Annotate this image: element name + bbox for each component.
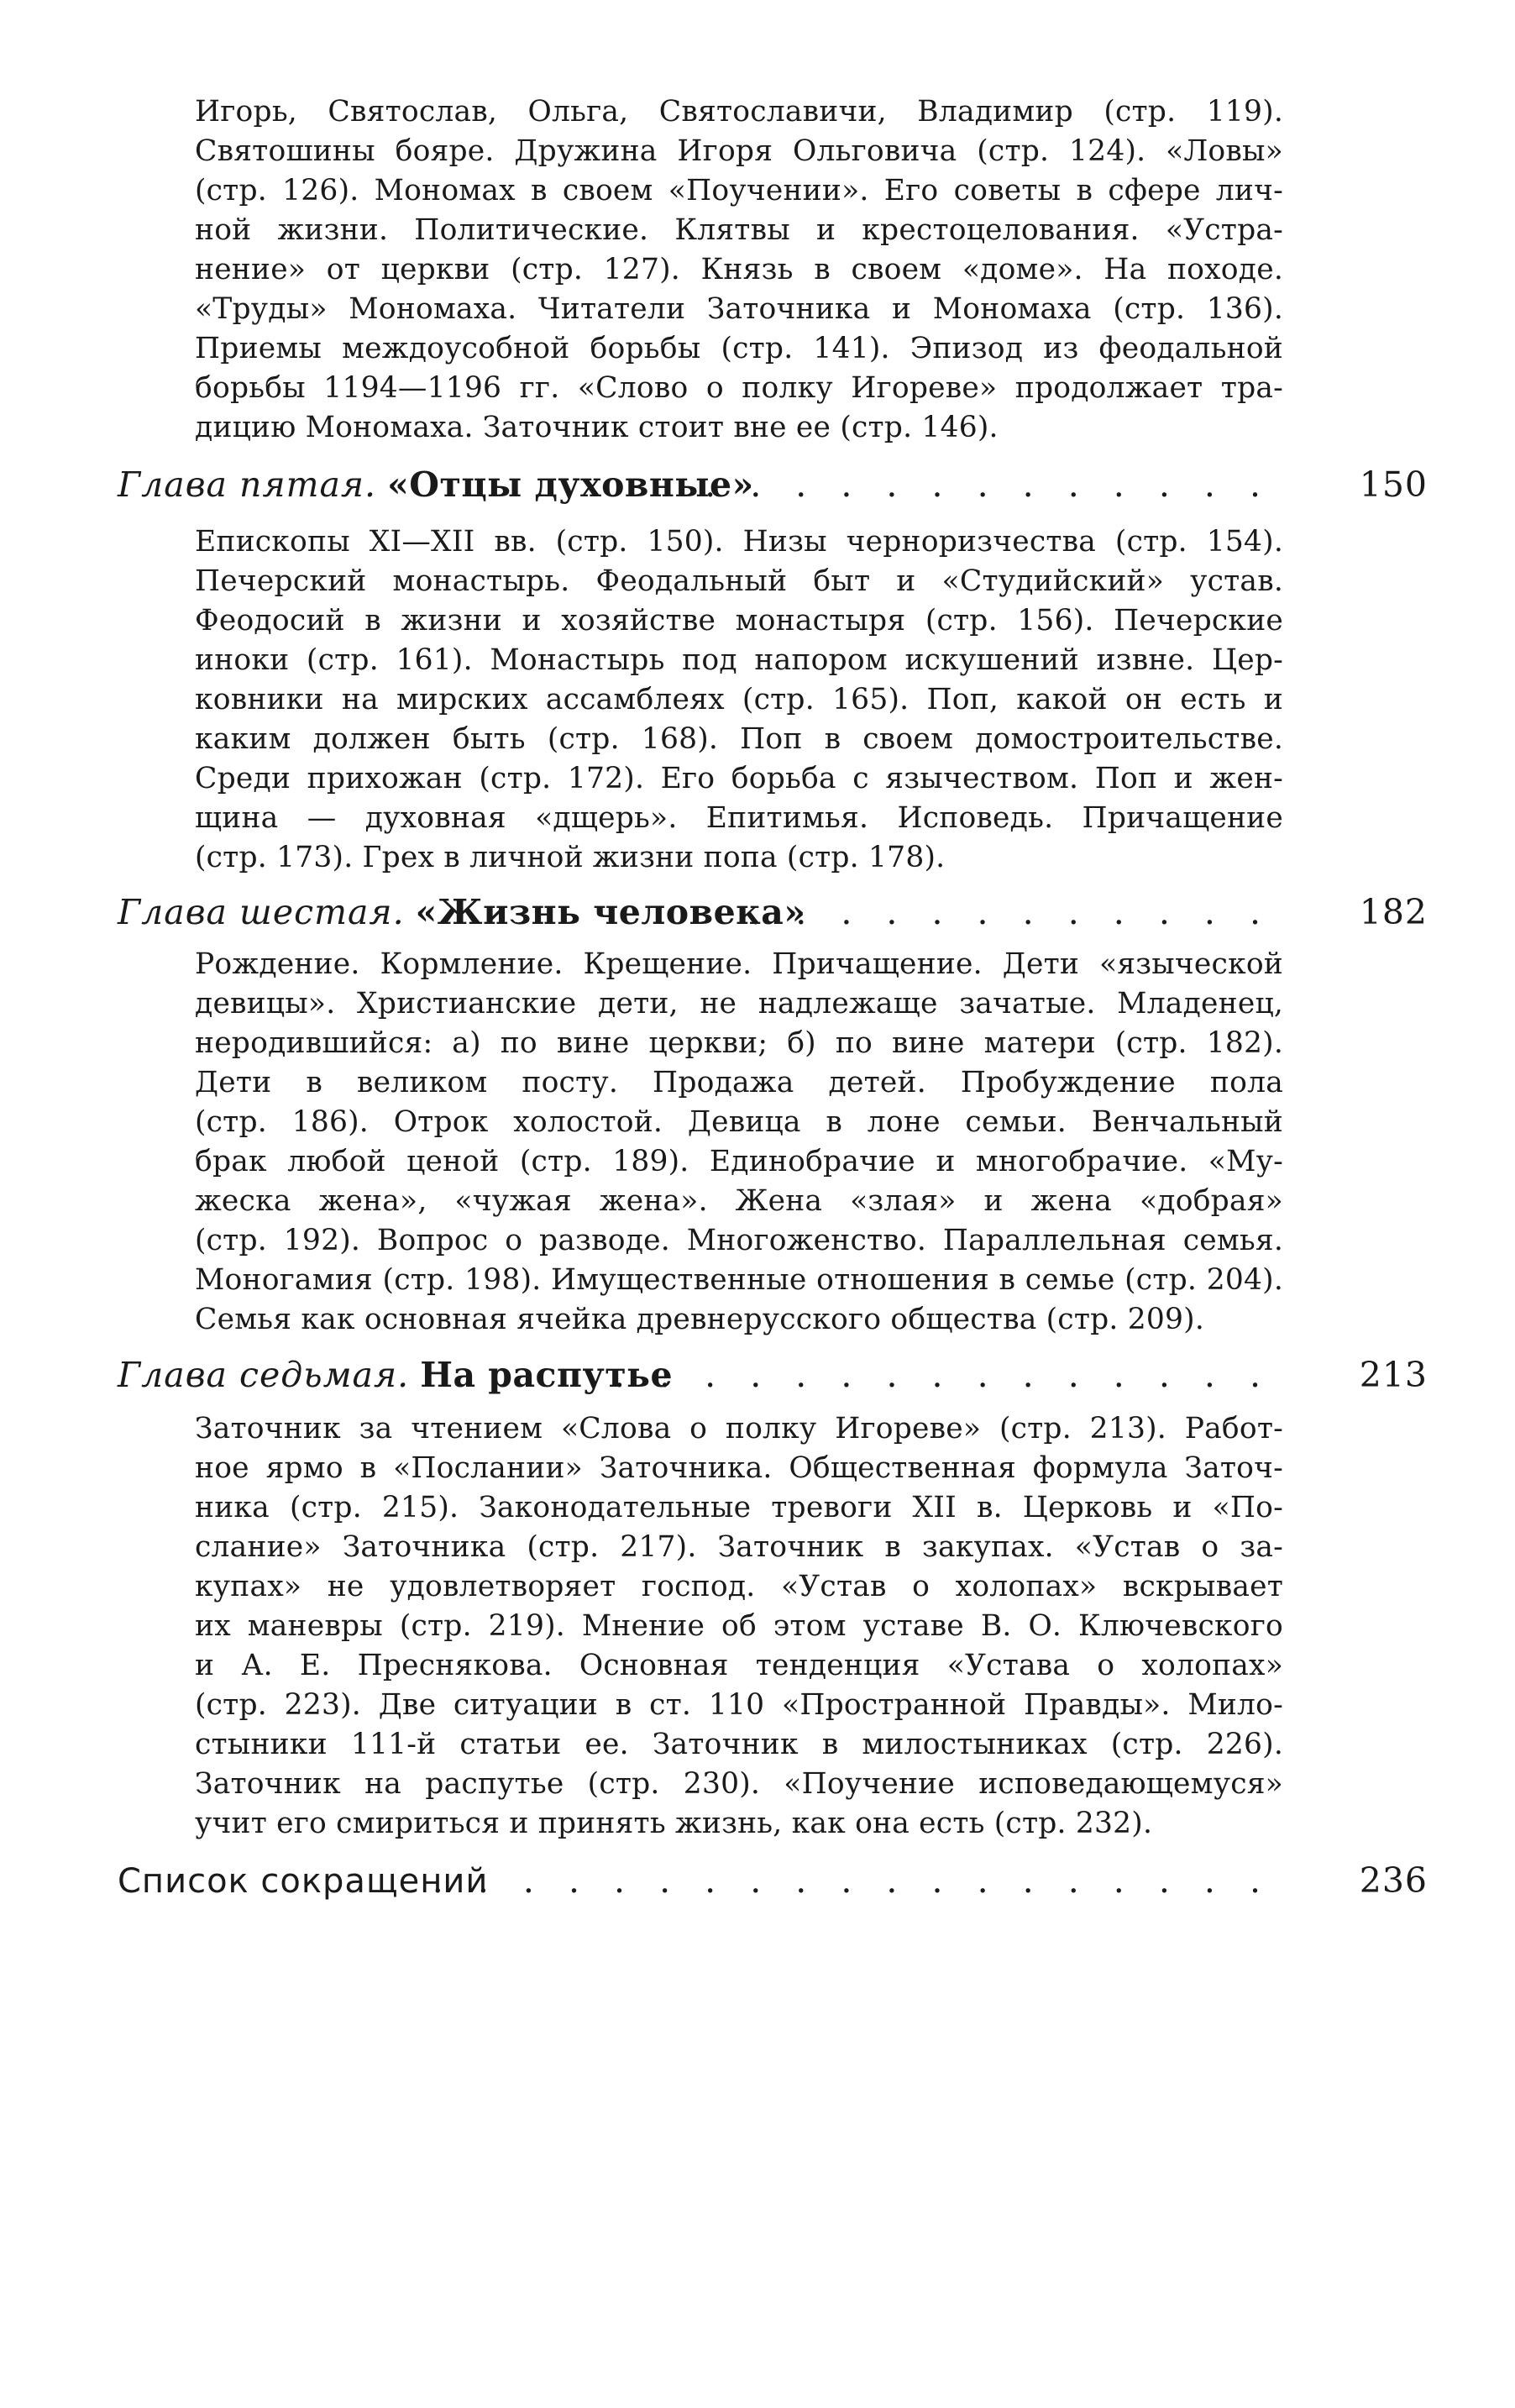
summary-line: ника (стр. 215). Законодательные тревоги XII в. Церковь и «По- <box>195 1491 1283 1524</box>
chapter-summary-continued <box>195 92 1283 448</box>
chapter-summary <box>195 1409 1283 1844</box>
entry-title: Список сокращений <box>118 1862 489 1901</box>
chapter-title: «Отцы духовные» <box>387 464 754 505</box>
chapter-summary <box>195 522 1283 878</box>
summary-line: каким должен быть (стр. 168). Поп в своем домостроительстве. <box>195 722 1283 756</box>
summary-line: (стр. 126). Мономах в своем «Поучении». Его советы в сфере лич- <box>195 174 1283 207</box>
summary-line: Дети в великом посту. Продажа детей. Пробуждение пола <box>195 1066 1283 1099</box>
page-number: 150 <box>1359 464 1428 505</box>
summary-line: Рождение. Кормление. Крещение. Причащение. Дети «языческой <box>195 947 1283 981</box>
summary-line: Феодосий в жизни и хозяйстве монастыря (стр. 156). Печерские <box>195 604 1283 637</box>
page-number: 182 <box>1359 892 1428 932</box>
summary-line: (стр. 223). Две ситуации в ст. 110 «Пространной Правды». Мило- <box>195 1688 1283 1722</box>
summary-line: дицию Мономаха. Заточник стоит вне ее (стр. 146). <box>195 411 999 444</box>
summary-line: слание» Заточника (стр. 217). Заточник в закупах. «Устав о за- <box>195 1530 1283 1564</box>
summary-line: (стр. 173). Грех в личной жизни попа (стр. 178). <box>195 841 946 874</box>
dot-leader: . . . . . . . . . . . . . <box>705 464 1272 505</box>
summary-line: учит его смириться и принять жизнь, как она есть (стр. 232). <box>195 1807 1153 1840</box>
chapter-title: «Жизнь человека» <box>415 892 806 932</box>
summary-line: и А. Е. Преснякова. Основная тенденция «Устава о холопах» <box>195 1649 1283 1682</box>
page-number: 213 <box>1359 1355 1428 1395</box>
dot-leader: . . . . . . . . . . . . . . . . . . . <box>432 1860 1272 1901</box>
summary-line: Семья как основная ячейка древнерусского общества (стр. 209). <box>195 1303 1204 1336</box>
summary-line: стыники 111-й статьи ее. Заточник в милостыниках (стр. 226). <box>195 1728 1283 1761</box>
summary-line: «Труды» Мономаха. Читатели Заточника и Мономаха (стр. 136). <box>195 292 1283 326</box>
summary-line: брак любой ценой (стр. 189). Единобрачие и многобрачие. «Му- <box>195 1145 1283 1178</box>
summary-line: ковники на мирских ассамблеях (стр. 165). Поп, какой он есть и <box>195 683 1283 716</box>
chapter-heading <box>118 890 805 934</box>
summary-line: Епископы XI—XII вв. (стр. 150). Низы черноризчества (стр. 154). <box>195 525 1283 559</box>
toc-entry-chapter-6[interactable] <box>118 890 1428 934</box>
summary-line: их маневры (стр. 219). Мнение об этом уставе В. О. Ключевского <box>195 1609 1283 1643</box>
chapter-label: Глава шестая. <box>118 892 405 932</box>
dot-leader: . . . . . . . . . . . . <box>750 892 1272 932</box>
summary-line: купах» не удовлетворяет господ. «Устав о холопах» вскрывает <box>195 1570 1283 1603</box>
dot-leader: . . . . . . . . . . . . . . . <box>614 1355 1272 1395</box>
summary-line: неродившийся: а) по вине церкви; б) по вине матери (стр. 182). <box>195 1026 1283 1060</box>
summary-line: Приемы междоусобной борьбы (стр. 141). Эпизод из феодальной <box>195 332 1283 365</box>
chapter-label: Глава седьмая. <box>118 1355 410 1395</box>
toc-entry-chapter-7[interactable] <box>118 1353 1428 1397</box>
summary-line: девицы». Христианские дети, не надлежаще зачатые. Младенец, <box>195 987 1283 1020</box>
summary-line: (стр. 186). Отрок холостой. Девица в лоне семьи. Венчальный <box>195 1105 1283 1139</box>
summary-line: борьбы 1194—1196 гг. «Слово о полку Игореве» продолжает тра- <box>195 371 1283 405</box>
summary-line: ное ярмо в «Послании» Заточника. Общественная формула Заточ- <box>195 1451 1283 1485</box>
summary-line: Заточник за чтением «Слова о полку Игореве» (стр. 213). Работ- <box>195 1412 1283 1445</box>
chapter-title: На распутье <box>420 1355 674 1395</box>
summary-line: Моногамия (стр. 198). Имущественные отношения в семье (стр. 204). <box>195 1263 1283 1297</box>
summary-line: нение» от церкви (стр. 127). Князь в своем «доме». На походе. <box>195 253 1283 286</box>
toc-entry-abbreviations[interactable] <box>118 1859 1428 1902</box>
chapter-label: Глава пятая. <box>118 464 377 505</box>
summary-line: иноки (стр. 161). Монастырь под напором искушений извне. Цер- <box>195 643 1283 677</box>
summary-line: щина — духовная «дщерь». Епитимья. Исповедь. Причащение <box>195 801 1283 835</box>
toc-entry-chapter-5[interactable] <box>118 463 1428 506</box>
chapter-heading <box>118 1353 673 1397</box>
page-number: 236 <box>1359 1860 1428 1901</box>
summary-line: Заточник на распутье (стр. 230). «Поучение исповедающемуся» <box>195 1767 1283 1801</box>
chapter-summary <box>195 945 1283 1340</box>
chapter-heading <box>118 463 754 506</box>
summary-line: (стр. 192). Вопрос о разводе. Многоженство. Параллельная семья. <box>195 1224 1283 1257</box>
summary-line: жеска жена», «чужая жена». Жена «злая» и жена «добрая» <box>195 1184 1283 1218</box>
summary-line: Среди прихожан (стр. 172). Его борьба с язычеством. Поп и жен- <box>195 762 1283 795</box>
summary-line: Игорь, Святослав, Ольга, Святославичи, Владимир (стр. 119). <box>195 95 1283 129</box>
summary-line: Печерский монастырь. Феодальный быт и «Студийский» устав. <box>195 564 1283 598</box>
summary-line: ной жизни. Политические. Клятвы и крестоцелования. «Устра- <box>195 213 1283 247</box>
summary-line: Святошины бояре. Дружина Игоря Ольговича (стр. 124). «Ловы» <box>195 134 1283 168</box>
